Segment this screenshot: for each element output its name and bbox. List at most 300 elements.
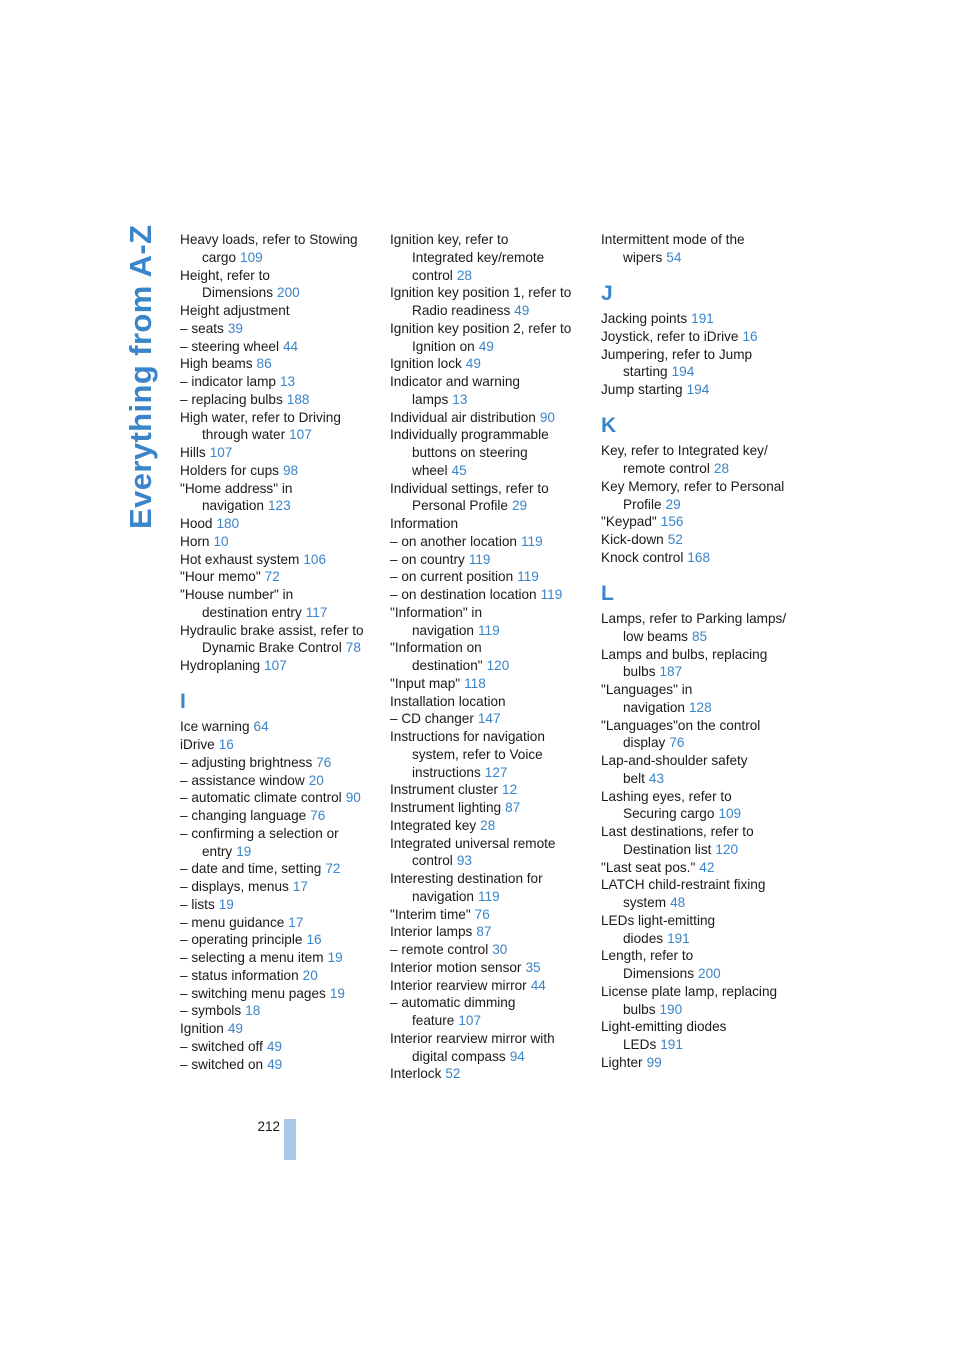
- index-entry: [180, 772, 380, 790]
- index-entry-text: bulbs: [623, 664, 656, 680]
- index-entry: [390, 533, 590, 551]
- page-reference-link[interactable]: 119: [468, 551, 491, 567]
- page-reference-link[interactable]: 190: [659, 1001, 683, 1017]
- page-reference-link[interactable]: 28: [480, 817, 496, 833]
- index-entry: [601, 788, 801, 824]
- index-entry: [180, 789, 380, 807]
- page-number: 212: [257, 1119, 280, 1134]
- index-entry: [180, 931, 380, 949]
- index-entry-text: control: [412, 267, 453, 283]
- page-reference-link[interactable]: 18: [245, 1003, 261, 1019]
- index-entry: [180, 949, 380, 967]
- index-entry: [180, 320, 380, 338]
- index-entry-text: destination": [412, 658, 483, 673]
- index-entry-text: Key Memory, refer to Personal: [601, 478, 785, 494]
- page-reference-link[interactable]: 85: [691, 628, 708, 644]
- index-entry-text: – switching menu pages: [180, 985, 326, 1001]
- page-reference-link[interactable]: 35: [525, 959, 541, 975]
- index-entry-text: Ignition: [180, 1021, 224, 1036]
- index-entry: [180, 914, 380, 932]
- page-reference-link[interactable]: 17: [292, 879, 308, 894]
- index-entry: [390, 906, 590, 924]
- index-entry: [601, 310, 801, 328]
- index-entry-text: Kick-down: [601, 532, 664, 547]
- index-entry: [390, 675, 590, 693]
- index-entry: [601, 912, 801, 948]
- index-column-3: [601, 231, 801, 1072]
- index-entry: [180, 551, 380, 569]
- index-entry: [390, 923, 590, 941]
- index-entry-text: bulbs: [623, 1001, 656, 1017]
- index-entry: [601, 681, 801, 717]
- index-entry-text: Heavy loads, refer to Stowing: [180, 232, 358, 247]
- page-reference-link[interactable]: 42: [699, 859, 715, 875]
- index-entry-text: Dimensions: [623, 966, 695, 981]
- page-reference-link[interactable]: 107: [458, 1013, 482, 1028]
- index-entry: [601, 328, 801, 346]
- index-entry-text: Lashing eyes, refer to: [601, 788, 732, 804]
- index-entry-text: Lamps, refer to Parking lamps/: [601, 611, 787, 626]
- page-reference-link[interactable]: 30: [492, 942, 508, 957]
- page-reference-link[interactable]: 16: [306, 932, 322, 948]
- page-reference-link[interactable]: 119: [517, 569, 539, 585]
- index-entry-text: Interior lamps: [390, 924, 473, 940]
- index-entry: [180, 754, 380, 772]
- index-entry-text: destination entry: [202, 604, 302, 620]
- page-reference-link[interactable]: 20: [308, 772, 324, 788]
- index-entry-text: – on destination location: [390, 587, 537, 602]
- index-entry-text: – displays, menus: [180, 879, 289, 894]
- page-reference-link[interactable]: 119: [477, 888, 500, 904]
- index-entry-text: "House number" in: [180, 587, 294, 602]
- index-entry-text: Jump starting: [601, 382, 683, 397]
- index-entry: [180, 267, 380, 303]
- index-entry-text: navigation: [412, 888, 474, 904]
- index-entry: [601, 549, 801, 567]
- index-entry: [601, 752, 801, 788]
- index-entry: [390, 994, 590, 1030]
- index-entry-text: digital compass: [412, 1048, 506, 1064]
- index-entry-text: Holders for cups: [180, 462, 279, 478]
- page-reference-link[interactable]: 16: [742, 328, 758, 344]
- page-reference-link[interactable]: 120: [486, 658, 510, 673]
- index-entry-text: "Information" in: [390, 604, 483, 620]
- page-reference-link[interactable]: 78: [345, 640, 361, 656]
- index-entry-text: Ignition key, refer to: [390, 232, 509, 247]
- index-entry: [390, 941, 590, 959]
- index-entry-text: diodes: [623, 930, 664, 946]
- page-reference-link[interactable]: 49: [514, 303, 530, 318]
- page-reference-link[interactable]: 16: [218, 737, 234, 752]
- index-entry: [180, 515, 380, 533]
- index-entry-text: Hydraulic brake assist, refer to: [180, 622, 364, 638]
- page-reference-link[interactable]: 123: [267, 498, 291, 514]
- index-entry-text: Profile: [623, 496, 662, 512]
- index-entry-text: control: [412, 853, 453, 869]
- page-reference-link[interactable]: 44: [283, 338, 299, 354]
- index-entry-text: – replacing bulbs: [180, 391, 283, 407]
- index-entry-text: – switched off: [180, 1038, 263, 1054]
- index-entry-text: Hills: [180, 445, 206, 460]
- page-reference-link[interactable]: 191: [660, 1037, 683, 1052]
- index-entry: [180, 302, 380, 320]
- index-entry-text: belt: [623, 770, 645, 786]
- page-reference-link[interactable]: 90: [345, 790, 361, 806]
- page-reference-link[interactable]: 191: [691, 311, 714, 326]
- section-letter-heading: J: [601, 281, 613, 305]
- index-entry-text: – CD changer: [390, 711, 474, 727]
- page-reference-link[interactable]: 72: [264, 569, 280, 585]
- page-reference-link[interactable]: 188: [286, 391, 310, 407]
- index-entry-text: "Last seat pos.": [601, 859, 696, 875]
- index-entry-text: Interior rearview mirror with: [390, 1030, 555, 1046]
- index-entry-text: – lists: [180, 896, 215, 912]
- index-entry: [601, 717, 801, 753]
- index-entry: [180, 736, 380, 754]
- index-entry-text: Interlock: [390, 1066, 442, 1082]
- page-reference-link[interactable]: 86: [256, 356, 272, 372]
- index-entry-text: Instructions for navigation: [390, 729, 545, 744]
- page-reference-link[interactable]: 29: [665, 496, 681, 512]
- index-entry-text: cargo: [202, 249, 237, 265]
- page-reference-link[interactable]: 64: [253, 719, 269, 735]
- index-entry-text: Integrated key/remote: [412, 249, 545, 265]
- index-entry-text: – steering wheel: [180, 338, 279, 354]
- page-reference-link[interactable]: 76: [310, 808, 326, 823]
- index-entry: [390, 426, 590, 479]
- page-reference-link[interactable]: 52: [445, 1066, 461, 1082]
- page-reference-link[interactable]: 156: [660, 514, 684, 530]
- index-entry-text: – automatic dimming: [390, 995, 516, 1011]
- index-entry: [601, 646, 801, 682]
- index-entry: [601, 1018, 801, 1054]
- index-entry: [390, 728, 590, 781]
- index-entry: [180, 568, 380, 586]
- page-reference-link[interactable]: 49: [266, 1038, 282, 1054]
- page-reference-link[interactable]: 109: [240, 249, 263, 265]
- index-entry-text: "Input map": [390, 675, 461, 691]
- index-entry: [390, 568, 590, 586]
- index-entry: [390, 1030, 590, 1066]
- index-entry: [390, 604, 590, 640]
- index-entry: [390, 480, 590, 516]
- index-entry-text: Ignition key position 2, refer to: [390, 320, 572, 336]
- page-reference-link[interactable]: 200: [277, 285, 300, 301]
- page-reference-link[interactable]: 119: [540, 587, 563, 602]
- page-reference-link[interactable]: 12: [502, 782, 518, 798]
- index-entry: [180, 657, 380, 675]
- index-entry: [180, 533, 380, 551]
- index-entry-text: Knock control: [601, 549, 684, 565]
- page-reference-link[interactable]: 48: [670, 895, 686, 910]
- index-entry-text: – switched on: [180, 1056, 264, 1072]
- index-entry-text: Interesting destination for: [390, 871, 543, 886]
- index-entry-text: – seats: [180, 320, 224, 336]
- page-reference-link[interactable]: 90: [539, 409, 555, 425]
- index-entry-text: Hydroplaning: [180, 658, 261, 673]
- page-reference-link[interactable]: 200: [698, 966, 721, 981]
- index-entry-text: Individual settings, refer to: [390, 480, 549, 496]
- index-entry: [180, 231, 380, 267]
- page-reference-link[interactable]: 28: [713, 461, 730, 476]
- index-entry: [390, 284, 590, 320]
- index-entry: [180, 462, 380, 480]
- index-entry-text: Dynamic Brake Control: [202, 640, 342, 656]
- page-reference-link[interactable]: 49: [465, 356, 481, 372]
- page-reference-link[interactable]: 49: [267, 1056, 283, 1072]
- index-entry: [180, 825, 380, 861]
- index-entry-text: – confirming a selection or: [180, 825, 339, 841]
- page-reference-link[interactable]: 43: [648, 770, 665, 786]
- index-entry-text: Instrument lighting: [390, 800, 502, 815]
- index-entry-text: navigation: [202, 498, 264, 514]
- index-entry-text: "Languages" in: [601, 682, 693, 697]
- index-entry-text: Installation location: [390, 693, 506, 709]
- index-entry-text: low beams: [623, 628, 688, 644]
- index-entry-text: instructions: [412, 764, 481, 780]
- index-entry: [180, 1020, 380, 1038]
- page-reference-link[interactable]: 147: [477, 711, 501, 727]
- index-entry-text: system: [623, 895, 667, 910]
- page-reference-link[interactable]: 168: [687, 549, 711, 565]
- index-entry-text: LEDs light-emitting: [601, 912, 716, 928]
- index-entry: [390, 959, 590, 977]
- page-reference-link[interactable]: 45: [451, 462, 467, 478]
- index-entry: [180, 622, 380, 658]
- page-reference-link[interactable]: 49: [478, 338, 494, 354]
- index-entry-text: "Keypad": [601, 514, 657, 530]
- index-entry: [390, 1065, 590, 1083]
- page-reference-link[interactable]: 180: [216, 516, 240, 531]
- index-entry-text: – indicator lamp: [180, 374, 276, 389]
- index-entry-text: Individual air distribution: [390, 409, 536, 425]
- index-entry: [601, 231, 801, 267]
- index-entry-text: Lighter: [601, 1054, 643, 1070]
- index-entry-text: buttons on steering: [412, 445, 528, 460]
- index-entry: [180, 409, 380, 445]
- index-entry-text: High beams: [180, 356, 253, 372]
- index-entry-text: navigation: [412, 622, 474, 638]
- index-entry-text: – remote control: [390, 942, 489, 957]
- index-entry-text: Ignition on: [412, 338, 475, 354]
- index-entry-text: Instrument cluster: [390, 782, 499, 798]
- index-entry-text: Radio readiness: [412, 303, 511, 318]
- index-entry-text: remote control: [623, 461, 710, 476]
- index-entry: [180, 1056, 380, 1074]
- page-reference-link[interactable]: 72: [325, 861, 341, 877]
- index-entry-text: Horn: [180, 533, 210, 549]
- index-entry: [601, 381, 801, 399]
- index-entry-text: Interior rearview mirror: [390, 977, 527, 993]
- page-reference-link[interactable]: 119: [477, 622, 500, 638]
- page-reference-link[interactable]: 107: [209, 445, 233, 460]
- index-entry-text: Securing cargo: [623, 806, 715, 822]
- index-entry: [601, 947, 801, 983]
- index-entry-text: Last destinations, refer to: [601, 824, 754, 839]
- side-title: Everything from A-Z: [123, 224, 158, 529]
- index-entry: [390, 817, 590, 835]
- index-entry: [390, 231, 590, 284]
- index-entry: [390, 409, 590, 427]
- section-letter-heading: L: [601, 581, 614, 605]
- page-reference-link[interactable]: 19: [327, 950, 343, 965]
- index-entry: [390, 693, 590, 711]
- page-reference-link[interactable]: 118: [464, 675, 486, 691]
- page-reference-link[interactable]: 76: [474, 906, 490, 922]
- page-reference-link[interactable]: 128: [688, 699, 712, 715]
- index-entry-text: iDrive: [180, 737, 215, 752]
- index-entry-text: – on country: [390, 551, 465, 567]
- index-entry-text: wheel: [412, 462, 448, 478]
- index-entry: [390, 781, 590, 799]
- page-reference-link[interactable]: 194: [671, 364, 695, 380]
- section-letter-heading: K: [601, 413, 617, 437]
- page-reference-link[interactable]: 19: [236, 843, 252, 859]
- index-entry-text: lamps: [412, 391, 449, 407]
- page-reference-link[interactable]: 19: [218, 896, 234, 912]
- page-reference-link[interactable]: 194: [686, 382, 710, 397]
- index-entry-text: Light-emitting diodes: [601, 1019, 727, 1035]
- index-entry-text: starting: [623, 364, 668, 380]
- index-entry-text: Hood: [180, 516, 213, 531]
- index-entry: [601, 983, 801, 1019]
- page-reference-link[interactable]: 98: [282, 462, 299, 478]
- index-entry: [180, 391, 380, 409]
- index-entry: [390, 835, 590, 871]
- index-entry-text: Intermittent mode of the: [601, 232, 745, 247]
- index-entry-text: "Information on: [390, 640, 482, 656]
- index-entry-text: Dimensions: [202, 285, 274, 301]
- index-entry: [601, 1054, 801, 1072]
- index-entry: [601, 478, 801, 514]
- page-reference-link[interactable]: 39: [227, 320, 243, 336]
- index-entry-text: Height adjustment: [180, 303, 290, 318]
- page-reference-link[interactable]: 107: [289, 427, 312, 443]
- index-entry: [601, 859, 801, 877]
- index-entry-text: – automatic climate control: [180, 790, 342, 806]
- index-entry-text: "Home address" in: [180, 480, 293, 496]
- index-entry-text: LATCH child-restraint fixing: [601, 877, 766, 893]
- index-entry-text: – operating principle: [180, 932, 303, 948]
- page-marker-bar: [284, 1119, 296, 1160]
- index-entry-text: Ignition key position 1, refer to: [390, 285, 572, 301]
- index-entry: [180, 1038, 380, 1056]
- page-reference-link[interactable]: 99: [646, 1054, 662, 1070]
- index-entry-text: Individually programmable: [390, 427, 549, 443]
- index-entry: [180, 444, 380, 462]
- page-reference-link[interactable]: 10: [213, 533, 229, 549]
- index-entry: [180, 718, 380, 736]
- index-entry-text: entry: [202, 843, 233, 859]
- index-entry-text: Interior motion sensor: [390, 959, 522, 975]
- index-entry-text: – assistance window: [180, 772, 305, 788]
- page-reference-link[interactable]: 187: [659, 664, 683, 680]
- index-entry: [180, 860, 380, 878]
- index-entry-text: – symbols: [180, 1003, 242, 1019]
- index-entry-text: License plate lamp, replacing: [601, 983, 778, 999]
- index-entry: [180, 338, 380, 356]
- index-entry: [390, 355, 590, 373]
- page-reference-link[interactable]: 107: [264, 658, 287, 673]
- page-reference-link[interactable]: 106: [303, 551, 327, 567]
- index-entry: [180, 985, 380, 1003]
- index-entry: [601, 531, 801, 549]
- index-entry: [180, 878, 380, 896]
- page-reference-link[interactable]: 19: [329, 985, 345, 1001]
- index-entry-text: Integrated key: [390, 817, 477, 833]
- index-entry-text: navigation: [623, 699, 685, 715]
- section-letter-heading: I: [180, 689, 186, 713]
- index-entry-text: wipers: [623, 249, 663, 265]
- index-entry-text: Lap-and-shoulder safety: [601, 753, 748, 768]
- index-entry-text: – on another location: [390, 533, 517, 549]
- page-reference-link[interactable]: 76: [316, 754, 332, 770]
- index-entry: [180, 896, 380, 914]
- page-reference-link[interactable]: 119: [520, 533, 543, 549]
- page-reference-link[interactable]: 29: [511, 498, 528, 514]
- index-entry: [601, 442, 801, 478]
- page-reference-link[interactable]: 94: [509, 1048, 525, 1064]
- index-entry: [180, 807, 380, 825]
- page-reference-link[interactable]: 87: [505, 800, 521, 815]
- index-entry: [390, 977, 590, 995]
- index-entry-text: – adjusting brightness: [180, 754, 313, 770]
- index-entry-text: Jumpering, refer to Jump: [601, 346, 753, 362]
- index-entry-text: LEDs: [623, 1037, 657, 1052]
- page-reference-link[interactable]: 28: [456, 267, 472, 283]
- index-entry: [390, 710, 590, 728]
- page-reference-link[interactable]: 49: [227, 1021, 243, 1036]
- page-reference-link[interactable]: 13: [452, 391, 468, 407]
- page-reference-link[interactable]: 191: [667, 930, 690, 946]
- index-entry-text: – on current position: [390, 569, 514, 585]
- index-entry-text: Length, refer to: [601, 948, 694, 964]
- page-reference-link[interactable]: 93: [456, 853, 472, 869]
- index-entry: [390, 320, 590, 356]
- page-reference-link[interactable]: 109: [718, 806, 742, 822]
- index-entry-text: Integrated universal remote: [390, 835, 556, 851]
- page-reference-link[interactable]: 87: [476, 924, 492, 940]
- page-reference-link[interactable]: 54: [666, 249, 682, 265]
- page-reference-link[interactable]: 120: [715, 841, 739, 857]
- page-reference-link[interactable]: 52: [667, 532, 683, 547]
- index-entry-text: Key, refer to Integrated key/: [601, 443, 768, 459]
- page-reference-link[interactable]: 117: [305, 604, 328, 620]
- index-entry-text: "Languages"on the control: [601, 717, 761, 733]
- page-reference-link[interactable]: 127: [484, 764, 508, 780]
- page-reference-link[interactable]: 13: [279, 374, 296, 389]
- index-entry: [390, 799, 590, 817]
- index-column-1: [180, 231, 380, 1073]
- page-reference-link[interactable]: 76: [669, 735, 685, 751]
- index-entry: [180, 586, 380, 622]
- index-entry-text: Personal Profile: [412, 498, 508, 514]
- index-entry: [601, 610, 801, 646]
- page-reference-link[interactable]: 20: [302, 967, 318, 983]
- page-reference-link[interactable]: 44: [530, 977, 546, 993]
- page-reference-link[interactable]: 17: [288, 914, 304, 930]
- index-entry-text: Ice warning: [180, 719, 250, 735]
- index-entry: [390, 515, 590, 533]
- index-entry: [601, 876, 801, 912]
- index-entry: [180, 355, 380, 373]
- index-entry-text: system, refer to Voice: [412, 746, 543, 762]
- index-entry-text: Information: [390, 516, 459, 531]
- index-entry: [390, 586, 590, 604]
- index-entry-text: through water: [202, 427, 286, 443]
- index-entry-text: Indicator and warning: [390, 374, 520, 389]
- index-entry-text: Ignition lock: [390, 356, 462, 372]
